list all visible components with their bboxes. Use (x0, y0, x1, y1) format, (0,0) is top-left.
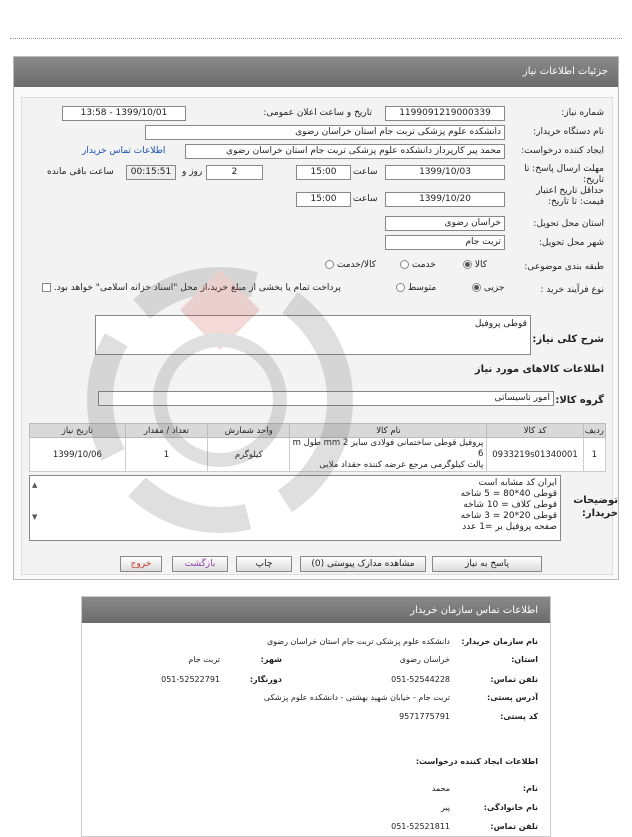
checkbox-icon (42, 283, 51, 292)
contact-phone-value: 051-52544228 (391, 675, 450, 684)
contact-org-value: دانشکده علوم پزشکی تربت جام استان خراسان رضوی (266, 637, 450, 646)
cell-code: 0933219s01340001 (487, 438, 583, 472)
buyer-org-label: نام دستگاه خریدار: (533, 127, 604, 137)
buyer-contact-panel (81, 596, 551, 837)
days-label: روز و (182, 167, 203, 177)
radio-icon (463, 260, 472, 269)
announce-label: تاریخ و ساعت اعلان عمومی: (263, 108, 372, 118)
exit-button[interactable]: خروج (120, 556, 162, 572)
description-label: شرح کلی نیاز: (532, 334, 604, 345)
creator-family-label: نام خانوادگی: (483, 803, 538, 812)
buyer-org-field: دانشکده علوم پزشکی تربت جام استان خراسان رضوی (145, 125, 505, 140)
deadline-time-field: 15:00 (296, 165, 351, 180)
scroll-up-icon[interactable]: ▲ (32, 481, 38, 489)
deadline-date-field: 1399/10/03 (385, 165, 505, 180)
radio-icon (472, 283, 481, 292)
contact-info-link[interactable]: اطلاعات تماس خریدار (82, 146, 166, 156)
remaining-label: ساعت باقی مانده (47, 167, 114, 177)
print-button[interactable]: چاپ (236, 556, 292, 572)
col-code: کد کالا (487, 424, 583, 438)
province-label: استان محل تحویل: (533, 219, 604, 229)
col-qty: تعداد / مقدار (125, 424, 207, 438)
city-field: تربت جام (385, 235, 505, 250)
validity-date-field: 1399/10/20 (385, 192, 505, 207)
deadline-label: مهلت ارسال پاسخ: تا تاریخ: (524, 164, 604, 185)
cell-qty: 1 (125, 438, 207, 472)
cell-unit: کیلوگرم (208, 438, 290, 472)
contact-fax-label: دورنگار: (249, 675, 282, 684)
contact-postal-label: کد پستی: (500, 712, 538, 721)
col-unit: واحد شمارش (208, 424, 290, 438)
radio-icon (396, 283, 405, 292)
cell-date: 1399/10/06 (30, 438, 126, 472)
contact-city-value: تربت جام (188, 655, 220, 664)
contact-address-value: تربت جام - خیابان شهید بهشتی - دانشکده علوم پزشکی (263, 693, 450, 702)
category-label: طبقه بندی موضوعی: (524, 262, 604, 272)
cell-name: پروفیل قوطی ساختمانی فولادی سایز mm 2 طول m 6 پالت کیلوگرمی مرجع عرضه کننده حقداد ملایی (290, 438, 487, 472)
goods-group-label: گروه کالا: (555, 395, 604, 406)
contact-phone-label: تلفن تماس: (490, 675, 538, 684)
validity-time-label: ساعت (353, 194, 378, 204)
contact-address-label: آدرس پستی: (487, 693, 538, 702)
creator-name-label: نام: (522, 784, 538, 793)
need-number-field: 1199091219000339 (385, 106, 505, 121)
contact-city-label: شهر: (260, 655, 282, 664)
contact-province-label: استان: (511, 655, 538, 664)
contact-province-value: خراسان رضوی (399, 655, 450, 664)
col-date: تاریخ نیاز (30, 424, 126, 438)
radio-icon (400, 260, 409, 269)
goods-section-title: اطلاعات کالاهای مورد نیاز (474, 364, 604, 375)
cell-row: 1 (583, 438, 605, 472)
treasury-payment-option[interactable]: پرداخت تمام یا بخشی از مبلغ خرید،از محل "اسناد خزانه اسلامی" خواهد بود. (42, 283, 341, 293)
validity-label: حداقل تاریخ اعتبار قیمت: تا تاریخ: (536, 186, 604, 207)
category-option-both[interactable]: کالا/خدمت (325, 260, 376, 270)
contact-fax-value: 051-52522791 (161, 675, 220, 684)
days-field: 2 (206, 165, 263, 180)
remaining-time-field: 00:15:51 (126, 165, 176, 180)
goods-table (29, 423, 606, 472)
radio-icon (325, 260, 334, 269)
col-name: نام کالا (290, 424, 487, 438)
description-field: قوطی پروفیل (95, 315, 531, 355)
table-header-row (30, 424, 606, 438)
process-option-minor[interactable]: جزیی (472, 283, 504, 293)
creator-field: محمد پیر کارپرداز دانشکده علوم پزشکی تربت جام استان خراسان رضوی (185, 144, 505, 159)
col-row: ردیف (584, 425, 604, 436)
contact-panel-title: اطلاعات تماس سازمان خریدار (82, 597, 550, 623)
back-button[interactable]: بازگشت (172, 556, 228, 572)
creator-name-value: محمد (431, 784, 450, 793)
buyer-notes-textarea[interactable]: ایران کد مشابه است قوطی 40*80 = 5 شاخه قوطی کلاف = 10 شاخه قوطی 20*20 = 3 شاخه صفحه پروفیل بر =1 عدد ▲ ▼ (29, 475, 561, 541)
creator-family-value: پیر (440, 803, 450, 812)
table-row[interactable] (30, 438, 606, 472)
panel-title: جزئیات اطلاعات نیاز (14, 57, 618, 87)
process-label: نوع فرآیند خرید : (540, 285, 604, 295)
goods-group-field: امور تاسیساتی (98, 391, 554, 406)
buyer-notes-label: توضیحات خریدار: (573, 495, 618, 519)
top-divider (10, 38, 622, 39)
need-number-label: شماره نیاز: (561, 108, 604, 118)
category-option-goods[interactable]: کالا (463, 260, 487, 270)
category-option-service[interactable]: خدمت (400, 260, 436, 270)
announce-field: 1399/10/01 - 13:58 (62, 106, 186, 121)
creator-info-title: اطلاعات ایجاد کننده درخواست: (415, 757, 538, 766)
province-field: خراسان رضوی (385, 216, 505, 231)
creator-phone-label: تلفن تماس: (490, 822, 538, 831)
contact-postal-value: 9571775791 (399, 712, 450, 721)
view-documents-button[interactable]: مشاهده مدارک پیوستی (0) (300, 556, 426, 572)
scroll-down-icon[interactable]: ▼ (32, 513, 38, 521)
city-label: شهر محل تحویل: (538, 238, 604, 248)
creator-phone-value: 051-52521811 (391, 822, 450, 831)
reply-button[interactable]: پاسخ به نیاز (432, 556, 542, 572)
deadline-time-label: ساعت (353, 167, 378, 177)
creator-label: ایجاد کننده درخواست: (521, 146, 604, 156)
process-option-medium[interactable]: متوسط (396, 283, 436, 293)
validity-time-field: 15:00 (296, 192, 351, 207)
contact-org-label: نام سازمان خریدار: (461, 637, 538, 646)
